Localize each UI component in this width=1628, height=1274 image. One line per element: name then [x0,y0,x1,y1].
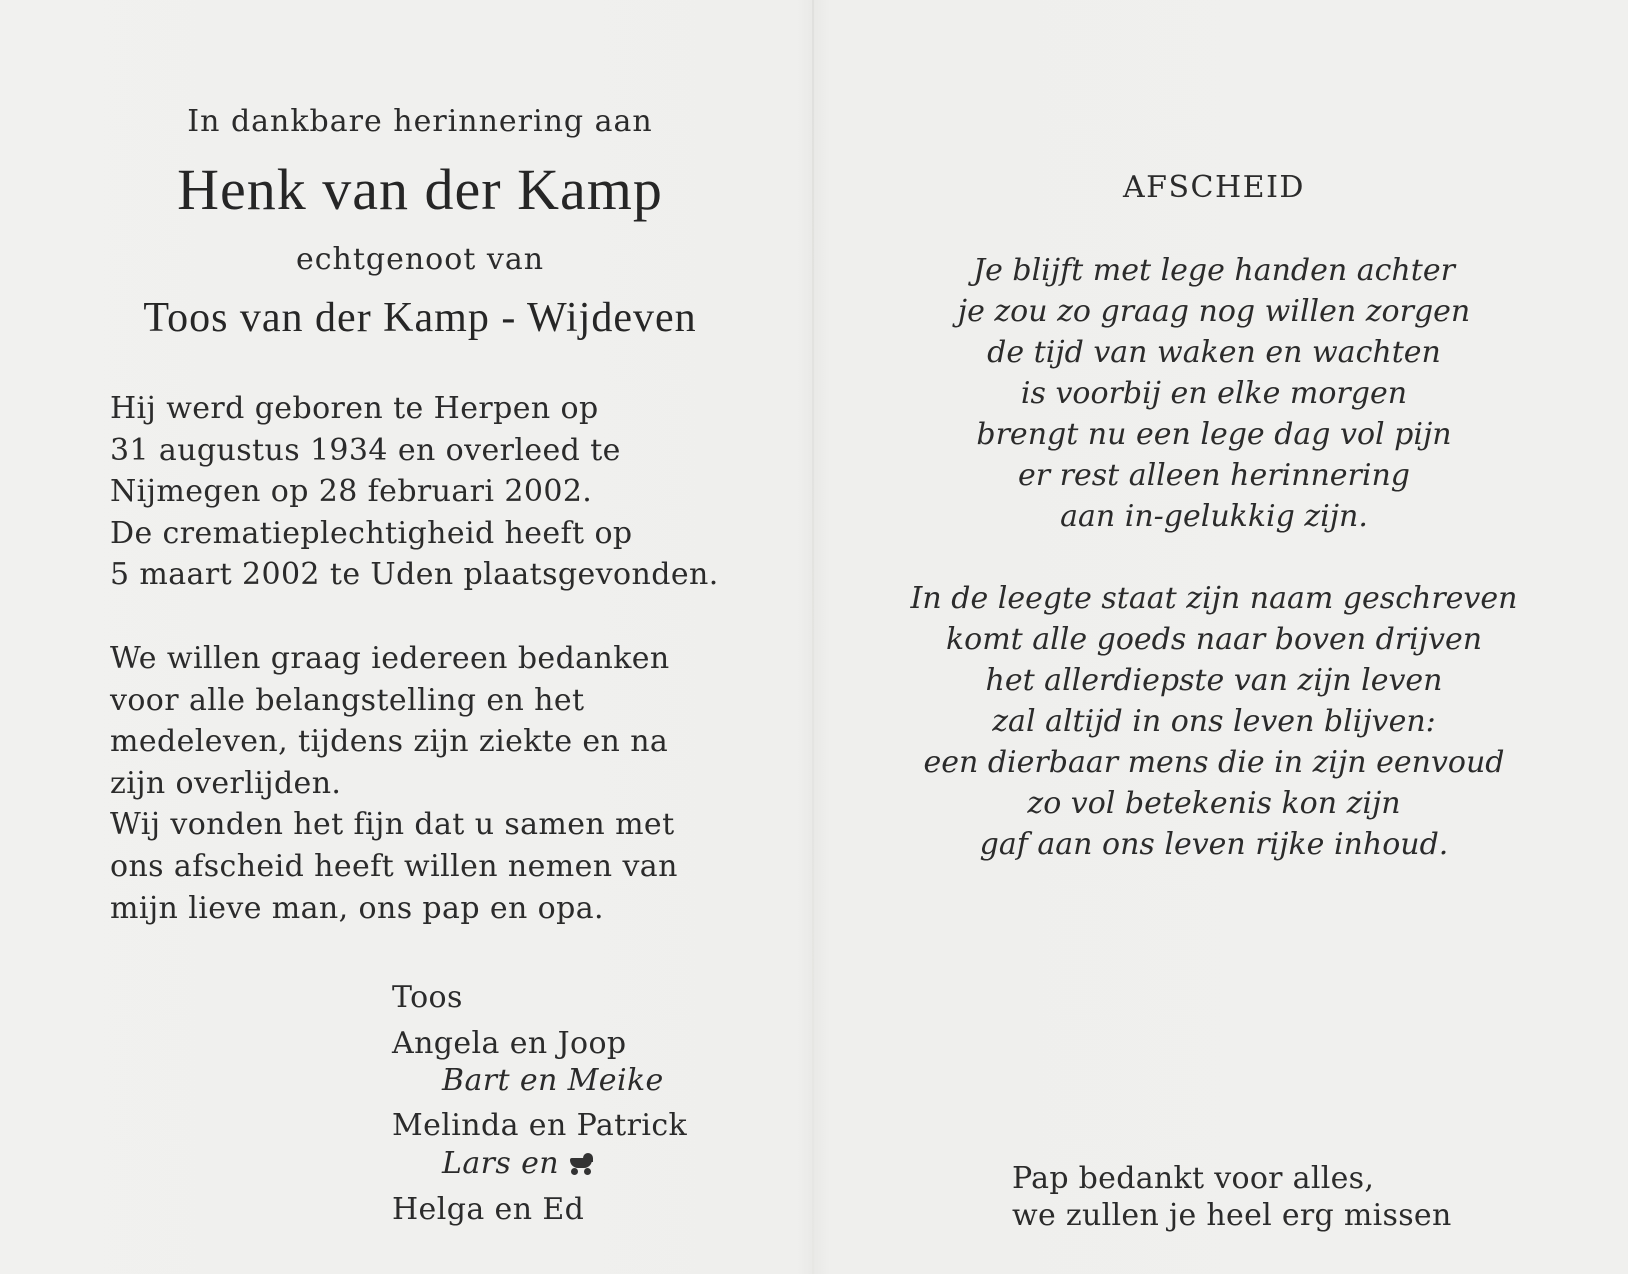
closing-line: Pap bedankt voor alles, [1012,1161,1375,1196]
deceased-name: Henk van der Kamp [177,157,663,222]
spouse-of-label: echtgenoot van [295,242,545,277]
family-member: Helga en Ed [392,1192,585,1227]
grandchild-name: Lars en [442,1146,559,1181]
paragraph-line: medeleven, tijdens zijn ziekte en na [110,724,669,760]
right-panel [814,0,1628,1274]
paragraph-line: Wij vonden het fijn dat u samen met [110,807,675,843]
poem-line: de tijd van waken en wachten [987,335,1441,370]
poem-line: aan in-gelukkig zijn. [1060,499,1368,534]
left-panel [0,0,812,1274]
poem-line: brengt nu een lege dag vol pijn [976,417,1452,452]
baby-pram-icon [567,1153,595,1175]
paragraph-line: Nijmegen op 28 februari 2002. [110,474,593,510]
poem-stanza [814,578,1614,865]
closing-line: we zullen je heel erg missen [1012,1198,1452,1233]
poem-line: een dierbaar mens die in zijn eenvoud [923,745,1505,780]
poem-line: het allerdiepste van zijn leven [985,663,1443,698]
paragraph-line: De crematieplechtigheid heeft op [110,515,633,551]
closing-message [1012,1160,1452,1234]
spouse-name: Toos van der Kamp - Wijdeven [143,295,697,341]
paragraph-line: Hij werd geboren te Herpen op [110,391,599,426]
poem-line: In de leegte staat zijn naam geschreven [910,581,1518,616]
poem-stanza [814,250,1614,537]
grandchildren: Bart en Meike [442,1063,664,1098]
family-member: Toos [392,980,463,1015]
grandchildren [442,1146,595,1181]
intro-text: In dankbare herinnering aan [187,104,653,139]
poem-line: komt alle goeds naar boven drijven [945,622,1483,657]
poem-line: gaf aan ons leven rijke inhoud. [979,827,1449,862]
family-member: Melinda en Patrick [392,1108,688,1143]
paragraph-line: ons afscheid heeft willen nemen van [110,848,678,884]
poem-line: zal altijd in ons leven blijven: [992,704,1436,739]
poem-line: je zou zo graag nog willen zorgen [957,294,1471,329]
poem-title: AFSCHEID [1123,170,1305,205]
poem-line: is voorbij en elke morgen [1020,376,1408,411]
poem-line: zo vol betekenis kon zijn [1027,786,1401,821]
paragraph-line: mijn lieve man, ons pap en opa. [110,890,604,926]
paragraph-line: 5 maart 2002 te Uden plaatsgevonden. [110,557,719,593]
paragraph-line: voor alle belangstelling en het [110,682,585,718]
paragraph-line: zijn overlijden. [110,765,342,801]
poem-line: er rest alleen herinnering [1017,458,1411,493]
family-member: Angela en Joop [392,1026,627,1061]
thanks-paragraph [110,638,810,929]
biography-paragraph [110,388,810,596]
paragraph-line: 31 augustus 1934 en overleed te [110,432,621,468]
paragraph-line: We willen graag iedereen bedanken [110,641,670,676]
poem-line: Je blijft met lege handen achter [973,253,1455,288]
